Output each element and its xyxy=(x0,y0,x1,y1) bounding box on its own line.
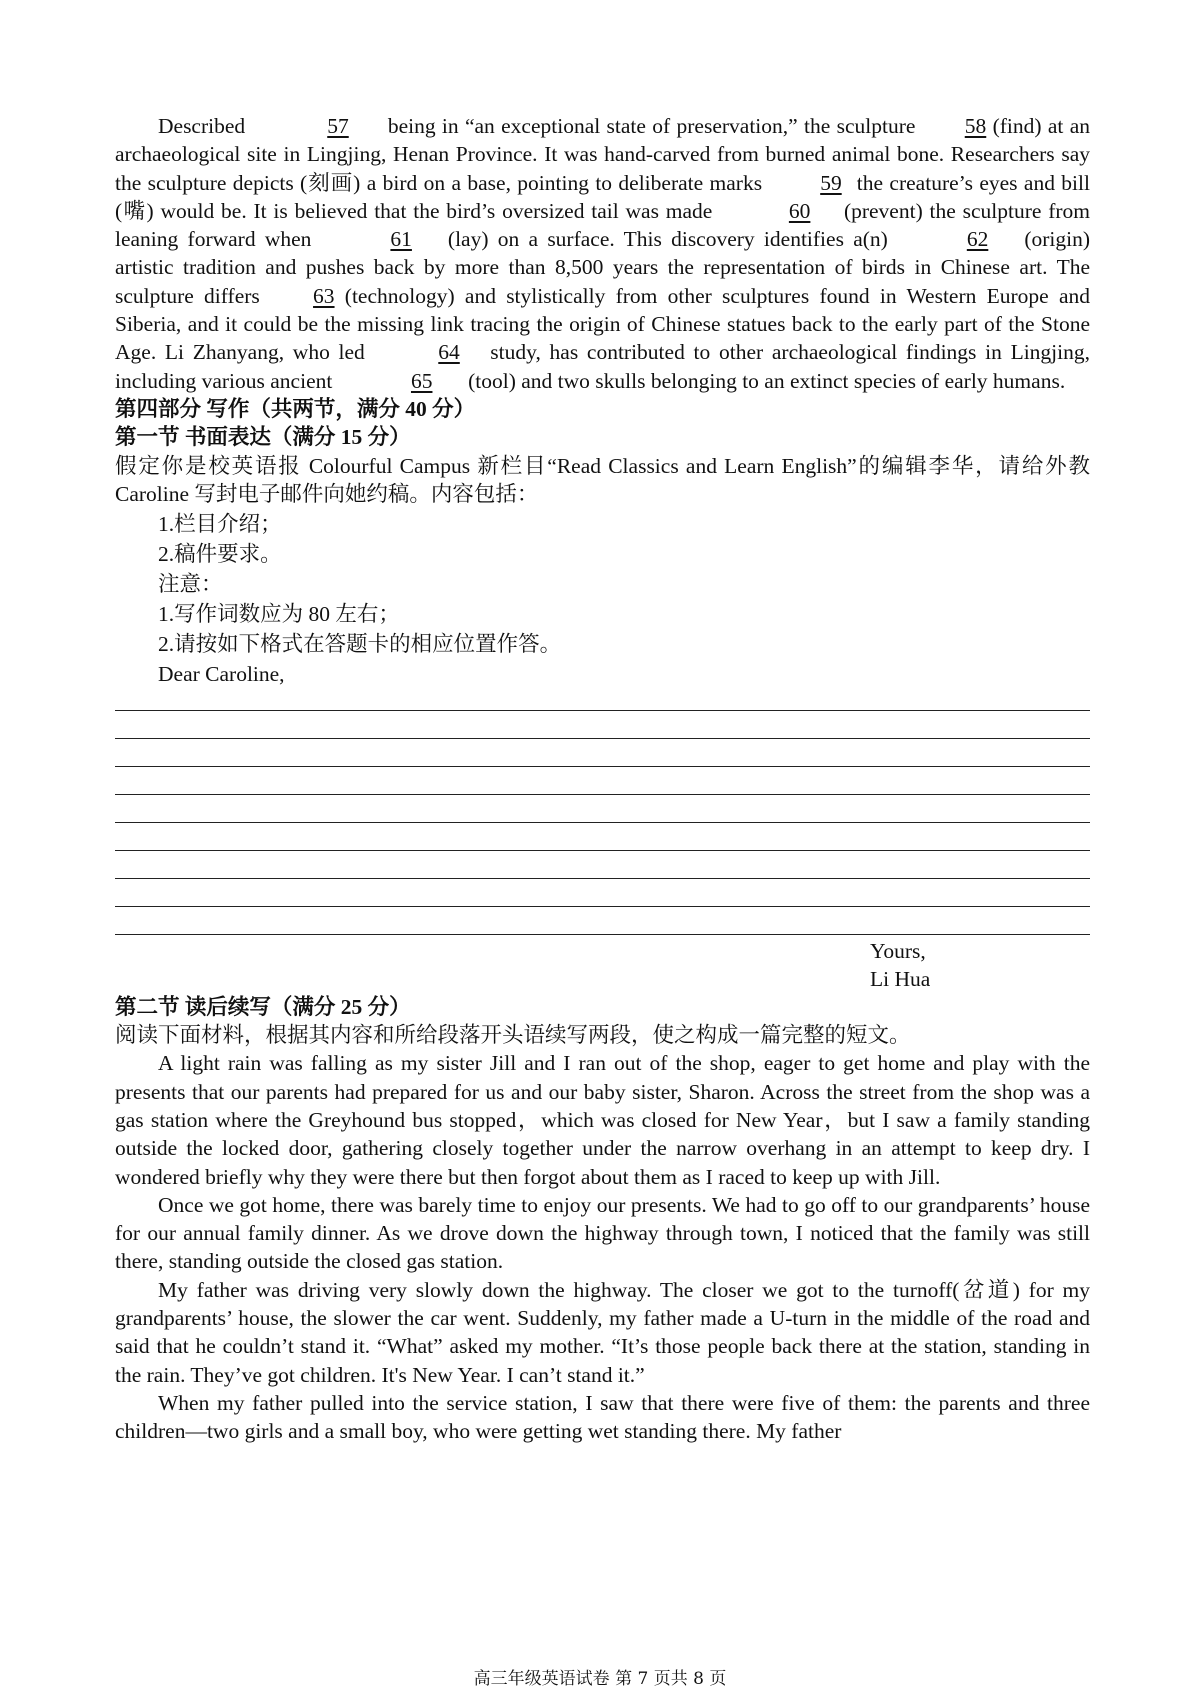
story-paragraph: My father was driving very slowly down the highway. The closer we got to the turnoff(岔道) for my grandparents’ house, the slower the car went. Suddenly, my father made a U-turn in the middle of the road and said that he couldn’t stand it. “What” asked my mother. “It’s those people back there at the station, standing in the rain. They’ve got children. It's New Year. I can’t stand it.” xyxy=(115,1277,1090,1387)
exam-page xyxy=(115,112,1090,1446)
answer-line[interactable] xyxy=(115,823,1090,851)
content-item: 1.栏目介绍； xyxy=(158,511,282,536)
note-label: 注意： xyxy=(158,571,223,596)
answer-line[interactable] xyxy=(115,739,1090,767)
section2-prompt: 阅读下面材料，根据其内容和所给段落开头语续写两段，使之构成一篇完整的短文。 xyxy=(115,1023,911,1048)
salutation: Dear Caroline, xyxy=(158,661,285,686)
cloze-blank-59[interactable]: 59 xyxy=(820,170,842,195)
answer-lines xyxy=(115,683,1090,935)
answer-line[interactable] xyxy=(115,851,1090,879)
cloze-passage xyxy=(115,112,1090,395)
signature: Li Hua xyxy=(870,966,931,991)
cloze-text: the creature’s eyes and bill (嘴) would be. It is believed that the bird’s oversized tail was made xyxy=(115,170,1090,223)
cloze-text: (lay) on a surface. This discovery identifies a(n) xyxy=(438,227,898,252)
section2-title: 第二节 读后续写（满分 25 分） xyxy=(115,994,411,1019)
cloze-text: study, has contributed to other archaeological findings in Lingjing, including various ancient xyxy=(115,340,1090,393)
answer-line[interactable] xyxy=(115,907,1090,935)
cloze-blank-62[interactable]: 62 xyxy=(966,227,989,252)
cloze-blank-60[interactable]: 60 xyxy=(788,198,811,223)
answer-line[interactable] xyxy=(115,879,1090,907)
answer-line[interactable] xyxy=(115,795,1090,823)
note-item: 1.写作词数应为 80 左右； xyxy=(158,601,400,626)
story-paragraph: When my father pulled into the service station, I saw that there were five of them: the parents and three children—two girls and a small boy, who were getting wet standing there. My father xyxy=(115,1390,1090,1444)
cloze-text: (find) at an archaeological site in Lingjing, Henan Province. It was hand-carved from burned animal bone. Researchers say the sculpture depicts (刻画) a bird on a base, pointing to deliberate marks xyxy=(115,114,1090,195)
cloze-text: (technology) and stylistically from other sculptures found in Western Europe and Siberia, and it could be the missing link tracing the origin of Chinese statues back to the early part of the Stone Age. Li Zhanyang, who led xyxy=(115,283,1090,365)
cloze-text: (prevent) the sculpture from leaning forward when xyxy=(115,198,1091,252)
cloze-blank-57[interactable]: 57 xyxy=(327,114,349,138)
closing: Yours, xyxy=(870,938,926,963)
section1-prompt: 假定你是校英语报 Colourful Campus 新栏目“Read Classics and Learn English”的编辑李华，请给外教 Caroline 写封电子邮件向她约稿。内容包括： xyxy=(115,453,1090,507)
part4-title: 第四部分 写作（共两节，满分 40 分） xyxy=(115,396,476,421)
story-paragraph: Once we got home, there was barely time to enjoy our presents. We had to go off to our grandparents’ house for our annual family dinner. As we drove down the highway through town, I noticed that the family was still there, standing outside the closed gas station. xyxy=(115,1192,1090,1274)
page-footer: 高三年级英语试卷 第 7 页共 8 页 xyxy=(473,1669,727,1689)
section1-title: 第一节 书面表达（满分 15 分） xyxy=(115,425,411,450)
cloze-text: (origin) artistic tradition and pushes back by more than 8,500 years the representation of birds in Chinese art. The sculpture differs xyxy=(115,227,1090,308)
cloze-text: being in “an exceptional state of preservation,” the sculpture xyxy=(381,114,922,138)
note-item: 2.请按如下格式在答题卡的相应位置作答。 xyxy=(158,631,562,656)
cloze-text: Described xyxy=(158,114,252,138)
cloze-blank-61[interactable]: 61 xyxy=(390,227,412,252)
cloze-text: (tool) and two skulls belonging to an extinct species of early humans. xyxy=(462,368,1066,393)
cloze-blank-58[interactable]: 58 xyxy=(964,114,987,138)
content-item: 2.稿件要求。 xyxy=(158,541,282,566)
answer-line[interactable] xyxy=(115,767,1090,795)
story-paragraph: A light rain was falling as my sister Jill and I ran out of the shop, eager to get home and play with the presents that our parents had prepared for us and our baby sister, Sharon. Across the street from the shop was a gas station where the Greyhound bus stopped，which was closed for New Year，but I saw a family standing outside the locked door, gathering closely together under the narrow overhang in an attempt to keep dry. I wondered briefly why they were there but then forgot about them as I raced to keep up with Jill. xyxy=(115,1051,1090,1189)
cloze-blank-64[interactable]: 64 xyxy=(438,340,460,365)
cloze-blank-65[interactable]: 65 xyxy=(410,368,433,393)
answer-line[interactable] xyxy=(115,711,1090,739)
cloze-blank-63[interactable]: 63 xyxy=(313,283,335,308)
